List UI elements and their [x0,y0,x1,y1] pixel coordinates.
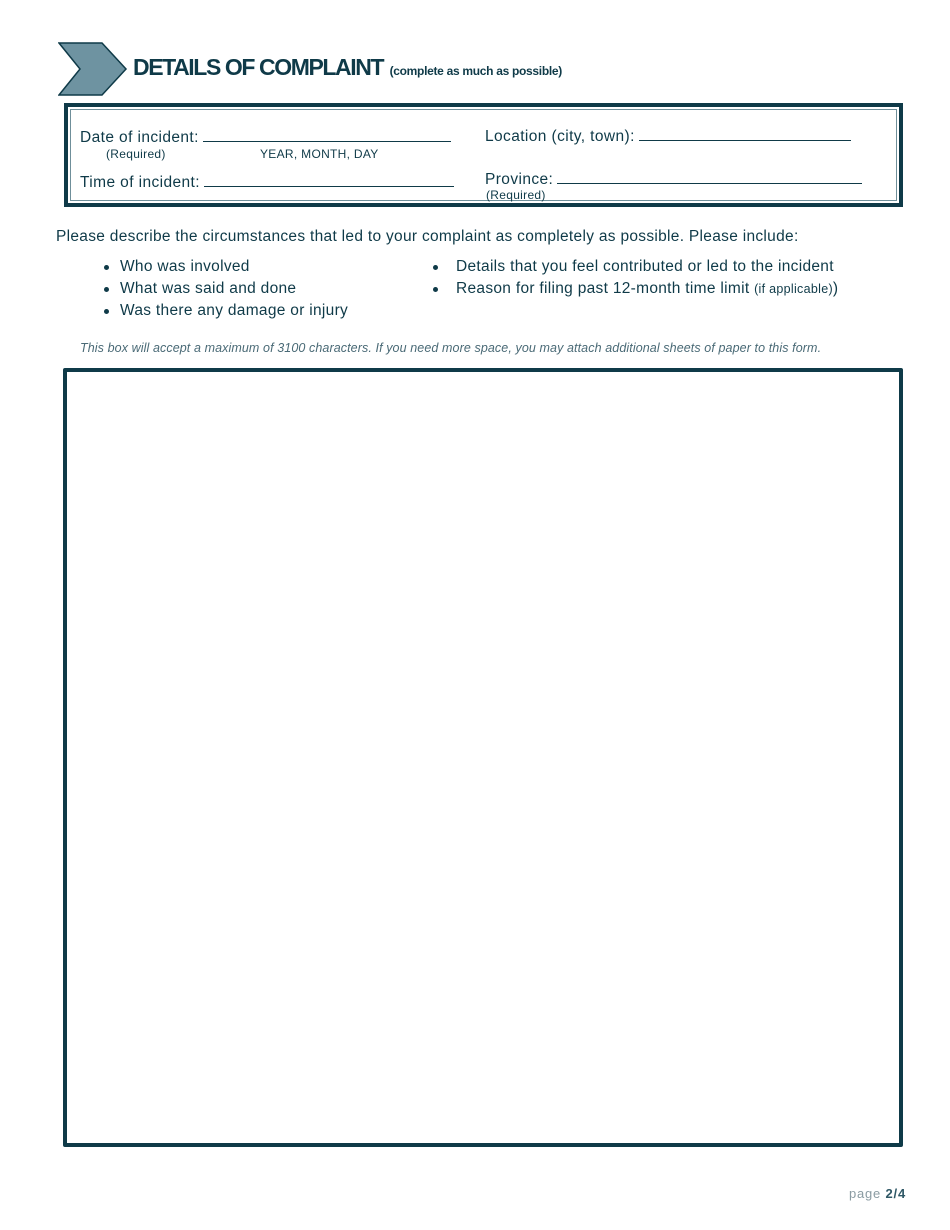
location-field[interactable] [485,126,851,146]
bullet-icon [104,265,109,270]
section-header [58,42,908,96]
date-of-incident-input-line[interactable] [203,127,451,142]
if-applicable-note: (if applicable) [754,282,833,296]
location-label: Location (city, town): [485,128,635,145]
page-number-prefix: page [848,1186,886,1201]
bullet-icon [433,265,438,270]
section-title-subtitle: (complete as much as possible) [389,64,562,78]
date-of-incident-field[interactable] [80,127,451,147]
list-item-text: Was there any damage or injury [120,302,349,319]
list-item [431,278,838,300]
bullet-icon [104,287,109,292]
date-of-incident-label: Date of incident: [80,129,199,146]
list-item [104,300,348,322]
chevron-arrow-icon [58,42,128,96]
instructions-intro: Please describe the circumstances that led to your complaint as completely as possible. Please include: [56,228,799,245]
complaint-description-input[interactable] [67,372,899,1143]
page-number-total: 4 [897,1186,906,1201]
list-item [104,278,348,300]
time-of-incident-field[interactable] [80,172,454,192]
incident-info-box [64,103,903,207]
date-required-note: (Required) [106,147,166,161]
time-of-incident-input-line[interactable] [204,172,454,187]
instruction-list-left [104,256,348,322]
province-input-line[interactable] [557,169,862,184]
province-field[interactable] [485,169,862,189]
instruction-list-right [431,256,838,300]
list-item [431,256,838,278]
character-limit-note: This box will accept a maximum of 3100 characters. If you need more space, you may attach additional sheets of paper to this form. [80,341,822,355]
time-of-incident-label: Time of incident: [80,174,200,191]
bullet-icon [104,309,109,314]
list-item-text: Who was involved [120,258,250,275]
page-number [849,1186,906,1201]
closing-paren: ) [832,280,839,297]
section-title [133,54,562,81]
province-required-note: (Required) [486,188,546,202]
list-item-text: Reason for filing past 12-month time limit [456,280,750,297]
province-label: Province: [485,171,554,188]
complaint-description-box [63,368,903,1147]
location-input-line[interactable] [639,126,851,141]
list-item-text: What was said and done [120,280,297,297]
list-item-text: Details that you feel contributed or led to the incident [456,258,834,275]
date-format-hint: YEAR, MONTH, DAY [260,147,379,161]
page-number-current: 2 [885,1186,894,1201]
list-item [104,256,348,278]
section-title-main: DETAILS OF COMPLAINT [133,54,384,80]
page-number-separator: / [893,1186,898,1201]
bullet-icon [433,287,438,292]
